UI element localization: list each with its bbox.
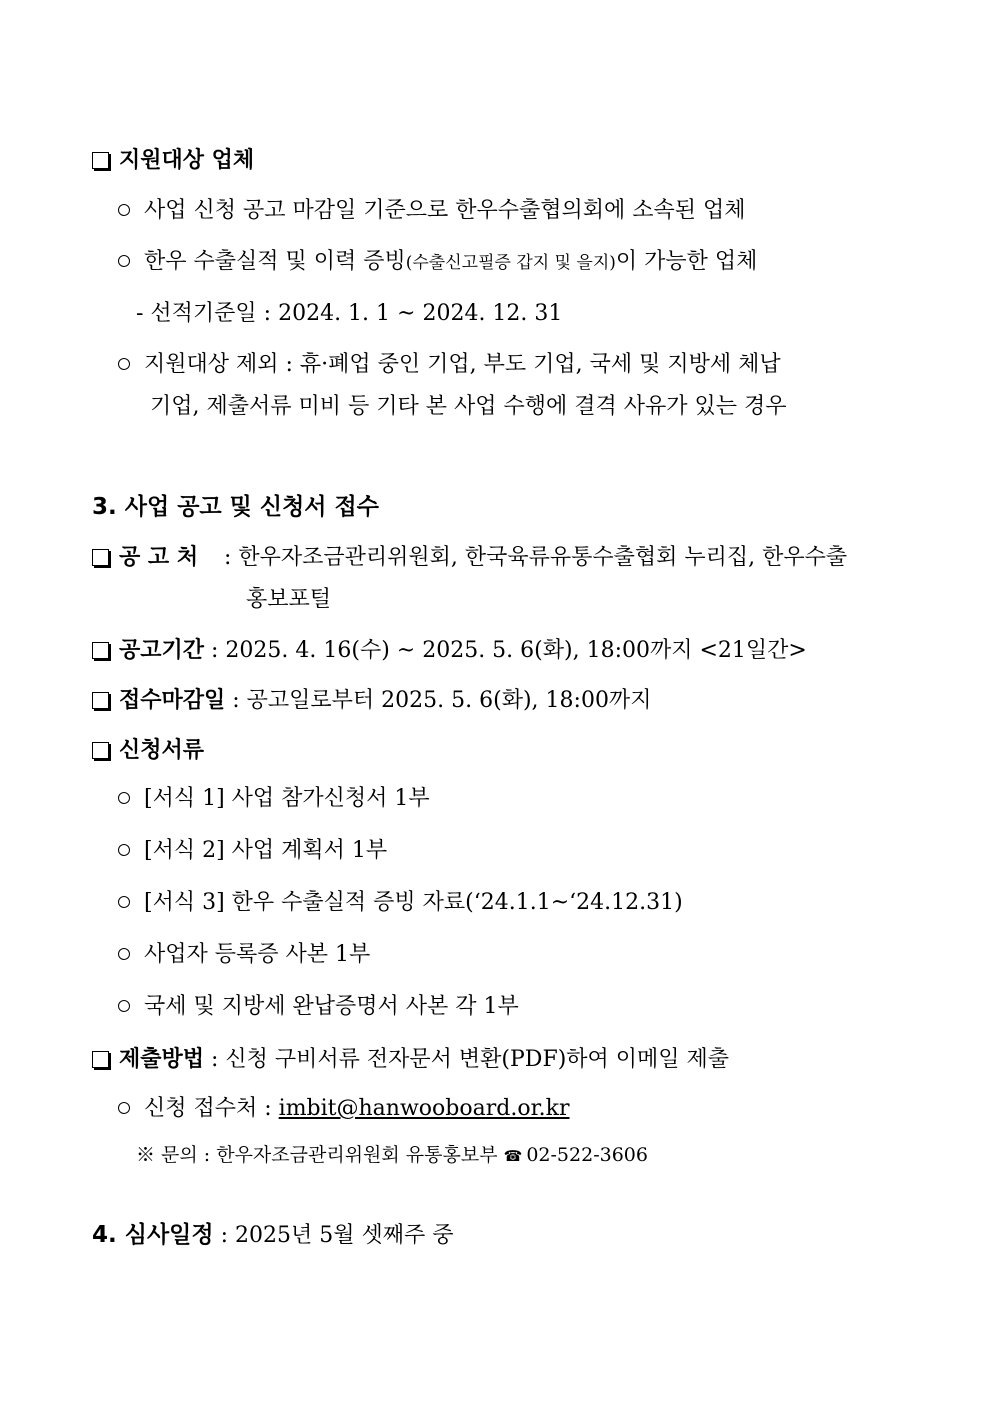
telephone-icon: ☎: [503, 1147, 523, 1165]
circle-bullet-icon: [118, 896, 130, 908]
checkbox-square-icon: [92, 692, 109, 709]
circle-bullet-icon: [118, 255, 130, 267]
inquiry-note: ※ 문의 : 한우자조금관리위원회 유통홍보부 ☎ 02-522-3606: [136, 1144, 648, 1166]
circle-bullet-icon: [118, 948, 130, 960]
notice-period: 공고기간 : 2025. 4. 16(수) ~ 2025. 5. 6(화), 18:00까지 <21일간>: [92, 636, 807, 666]
target-section-title: 지원대상 업체: [92, 146, 254, 176]
sub-item: - 선적기준일 : 2024. 1. 1 ~ 2024. 12. 31: [136, 301, 563, 326]
document-item: [서식 2] 사업 계획서 1부: [118, 836, 387, 866]
circle-bullet-icon: [118, 1000, 130, 1012]
notice-place: 공 고 처 : 한우자조금관리위원회, 한국육류유통수출협회 누리집, 한우수출: [92, 543, 847, 573]
list-item: 한우 수출실적 및 이력 증빙(수출신고필증 갑지 및 을지)이 가능한 업체: [118, 247, 757, 278]
document-item: 사업자 등록증 사본 1부: [118, 940, 370, 970]
section-heading: 3. 사업 공고 및 신청서 접수: [92, 494, 379, 520]
document-item: [서식 3] 한우 수출실적 증빙 자료(‘24.1.1~‘24.12.31): [118, 888, 683, 918]
checkbox-square-icon: [92, 152, 109, 169]
deadline: 접수마감일 : 공고일로부터 2025. 5. 6(화), 18:00까지: [92, 686, 651, 716]
review-schedule: 4. 심사일정 : 2025년 5월 셋째주 중: [92, 1222, 454, 1248]
submission-method: 제출방법 : 신청 구비서류 전자문서 변환(PDF)하여 이메일 제출: [92, 1045, 729, 1075]
document-item: 국세 및 지방세 완납증명서 사본 각 1부: [118, 992, 519, 1022]
checkbox-square-icon: [92, 549, 109, 566]
list-item-continuation: 기업, 제출서류 미비 등 기타 본 사업 수행에 결격 사유가 있는 경우: [150, 394, 787, 419]
circle-bullet-icon: [118, 358, 130, 370]
circle-bullet-icon: [118, 1102, 130, 1114]
document-item: [서식 1] 사업 참가신청서 1부: [118, 784, 430, 814]
list-item: 사업 신청 공고 마감일 기준으로 한우수출협의회에 소속된 업체: [118, 196, 746, 226]
email-link[interactable]: imbit@hanwooboard.or.kr: [278, 1096, 570, 1121]
checkbox-square-icon: [92, 742, 109, 759]
submission-email: 신청 접수처 : imbit@hanwooboard.or.kr: [118, 1094, 570, 1124]
circle-bullet-icon: [118, 792, 130, 804]
checkbox-square-icon: [92, 642, 109, 659]
notice-place-continuation: 홍보포털: [246, 587, 332, 612]
circle-bullet-icon: [118, 204, 130, 216]
list-item: 지원대상 제외 : 휴·폐업 중인 기업, 부도 기업, 국세 및 지방세 체납: [118, 350, 781, 380]
circle-bullet-icon: [118, 844, 130, 856]
checkbox-square-icon: [92, 1051, 109, 1068]
documents-title: 신청서류: [92, 736, 204, 766]
